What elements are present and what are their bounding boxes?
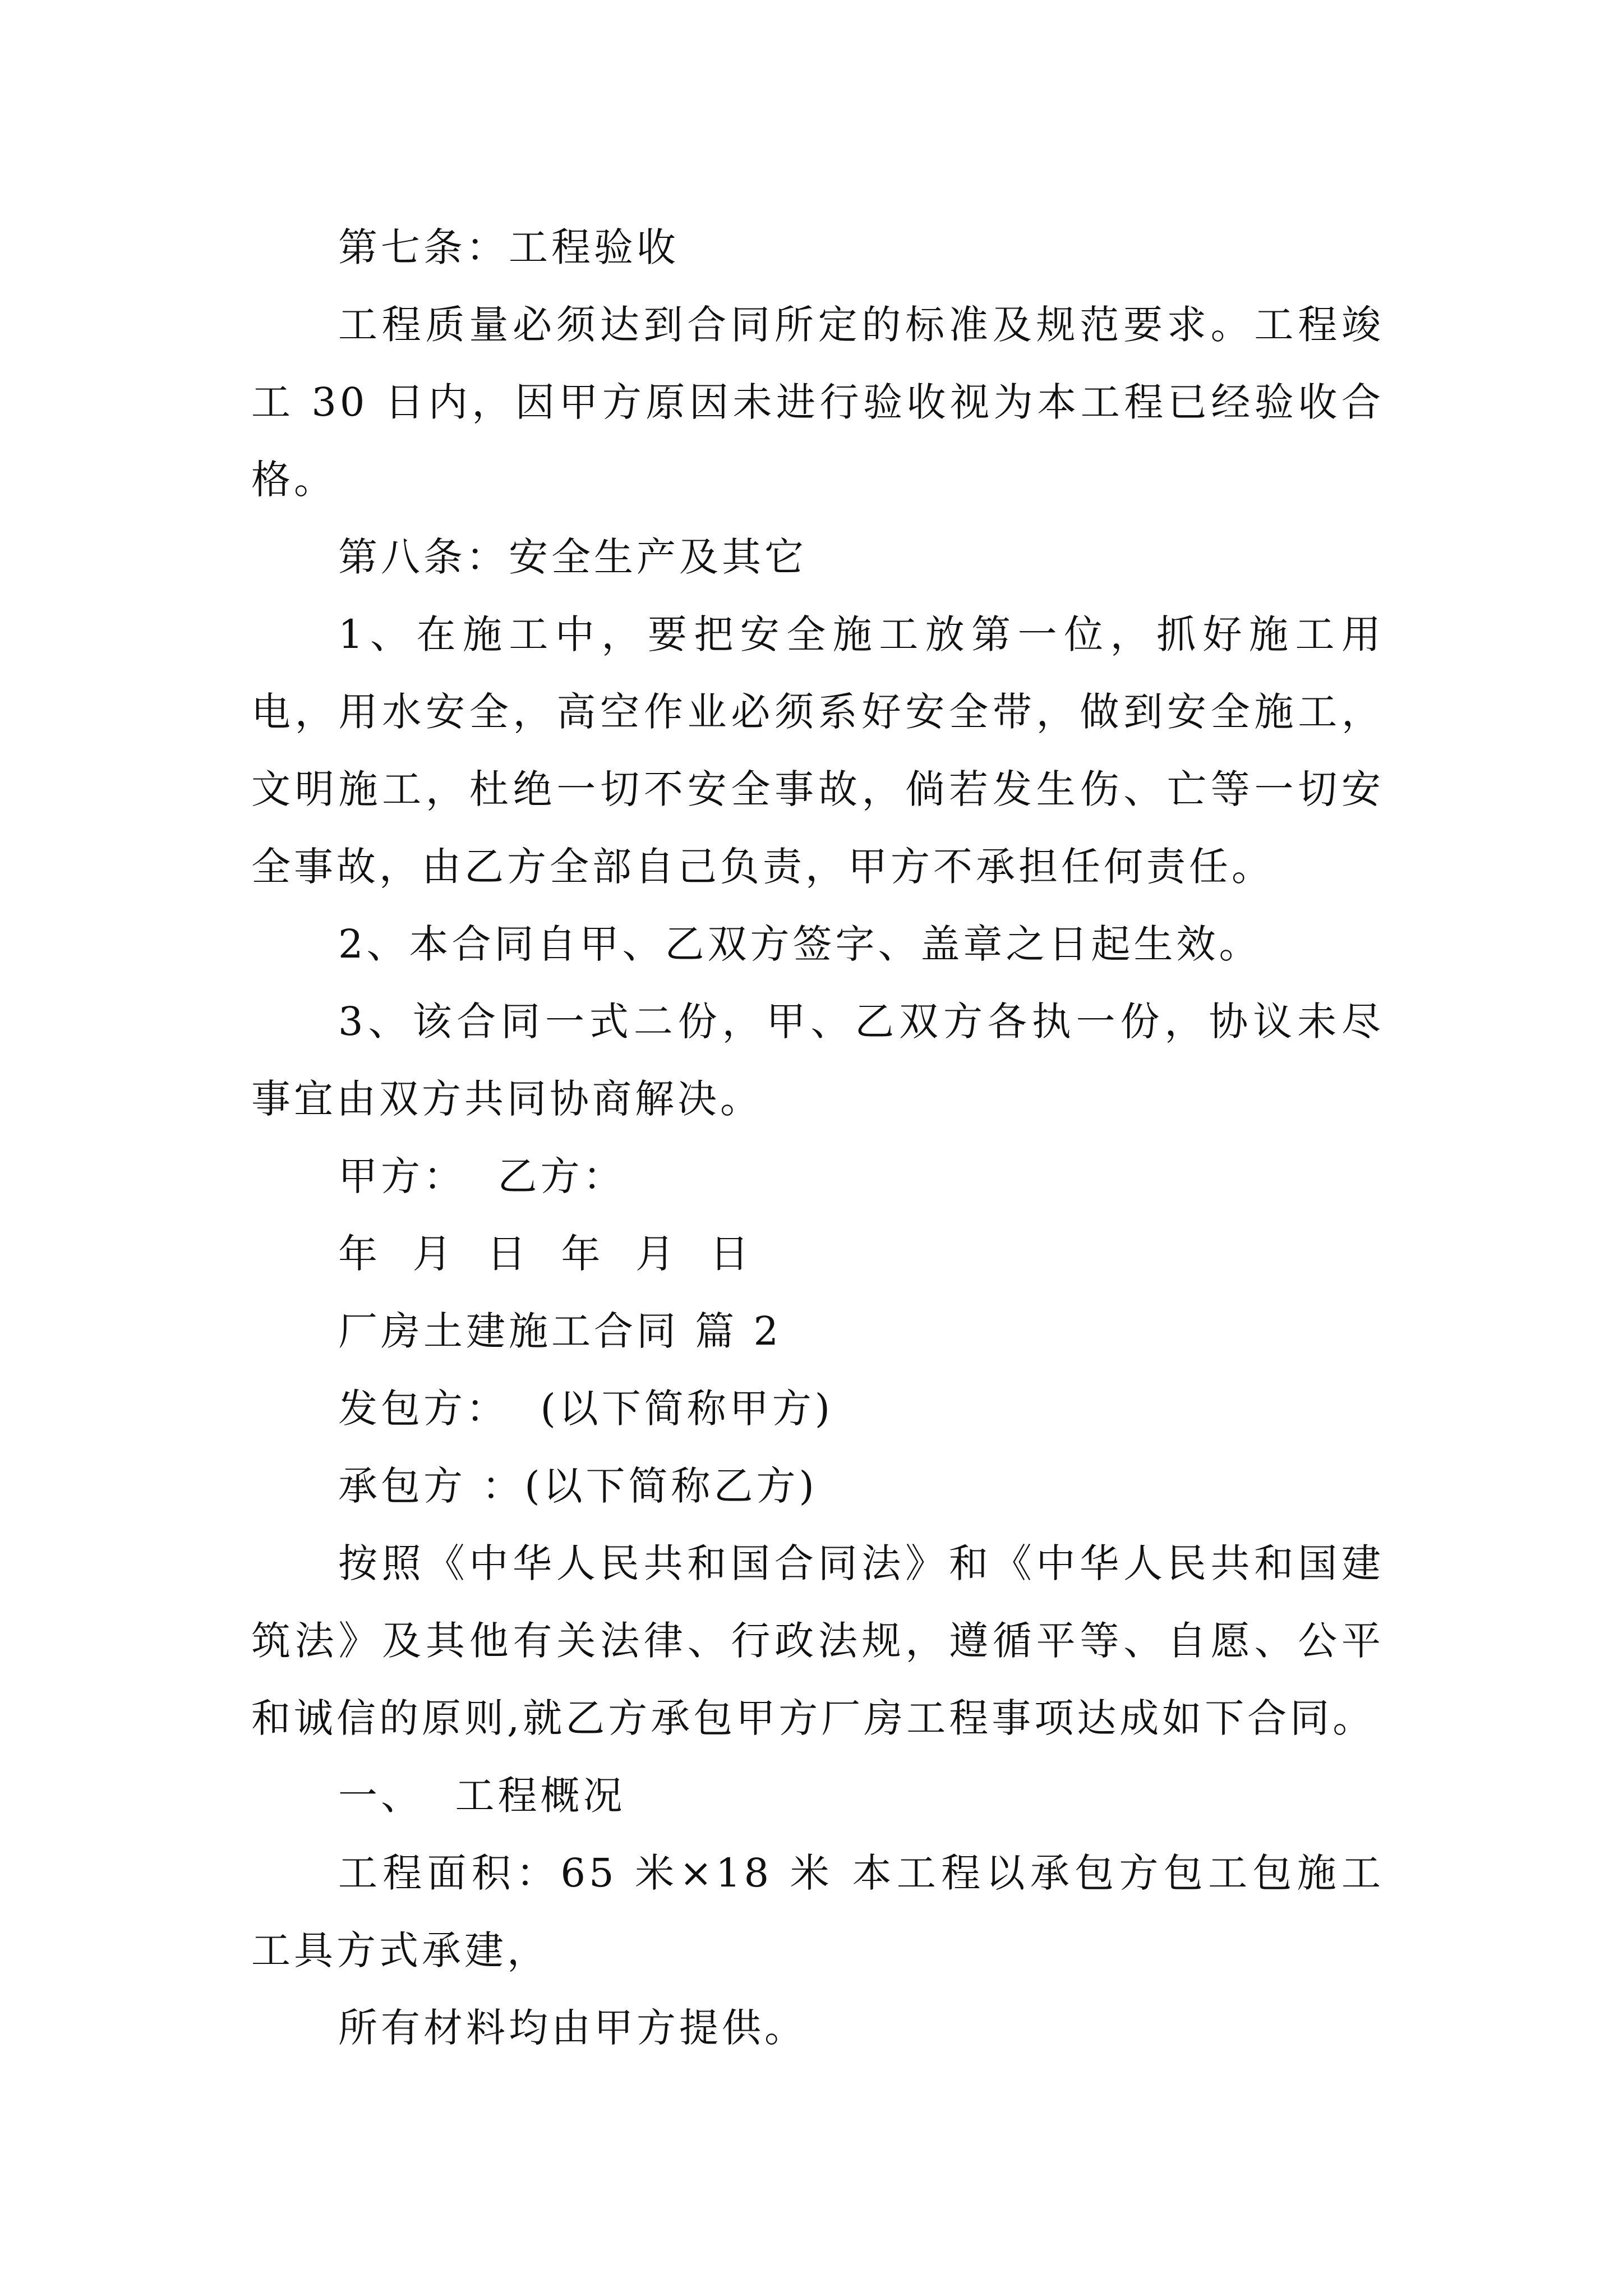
article-8-item-3: 3、该合同一式二份，甲、乙双方各执一份，协议未尽事宜由双方共同协商解决。 [251, 999, 1384, 1122]
contract-2-title: 厂房土建施工合同 篇 2 [338, 1308, 782, 1354]
article-8-heading: 第八条：安全生产及其它 [338, 534, 807, 580]
preamble-text: 按照《中华人民共和国合同法》和《中华人民共和国建筑法》及其他有关法律、行政法规，遵循平等、自愿、公平和诚信的原则,就乙方承包甲方厂房工程事项达成如下合同。 [251, 1540, 1384, 1741]
article-7-text: 工程质量必须达到合同所定的标准及规范要求。工程竣工 30 日内，因甲方原因未进行验收视为本工程已经验收合格。 [251, 302, 1384, 503]
article-8-item-1: 1、在施工中，要把安全施工放第一位，抓好施工用电，用水安全，高空作业必须系好安全带，做到安全施工，文明施工，杜绝一切不安全事故，倘若发生伤、亡等一切安全事故，由乙方全部自己负责，甲方不承担任何责任。 [251, 611, 1384, 890]
article-8-item-2: 2、本合同自甲、乙双方签字、盖章之日起生效。 [338, 921, 1262, 967]
signature-parties: 甲方： 乙方： [338, 1153, 626, 1199]
materials-text: 所有材料均由甲方提供。 [338, 2005, 807, 2051]
document-body [251, 209, 1384, 2067]
project-area-text: 工程面积：65 米×18 米 本工程以承包方包工包施工工具方式承建， [251, 1850, 1384, 1973]
employer-line: 发包方： (以下简称甲方) [338, 1386, 834, 1432]
section-1-heading: 一、 工程概况 [338, 1773, 626, 1819]
signature-dates: 年 月 日 年 月 日 [338, 1231, 753, 1277]
contractor-line: 承包方 ：(以下简称乙方) [338, 1463, 818, 1509]
article-7-heading: 第七条：工程验收 [338, 224, 679, 270]
